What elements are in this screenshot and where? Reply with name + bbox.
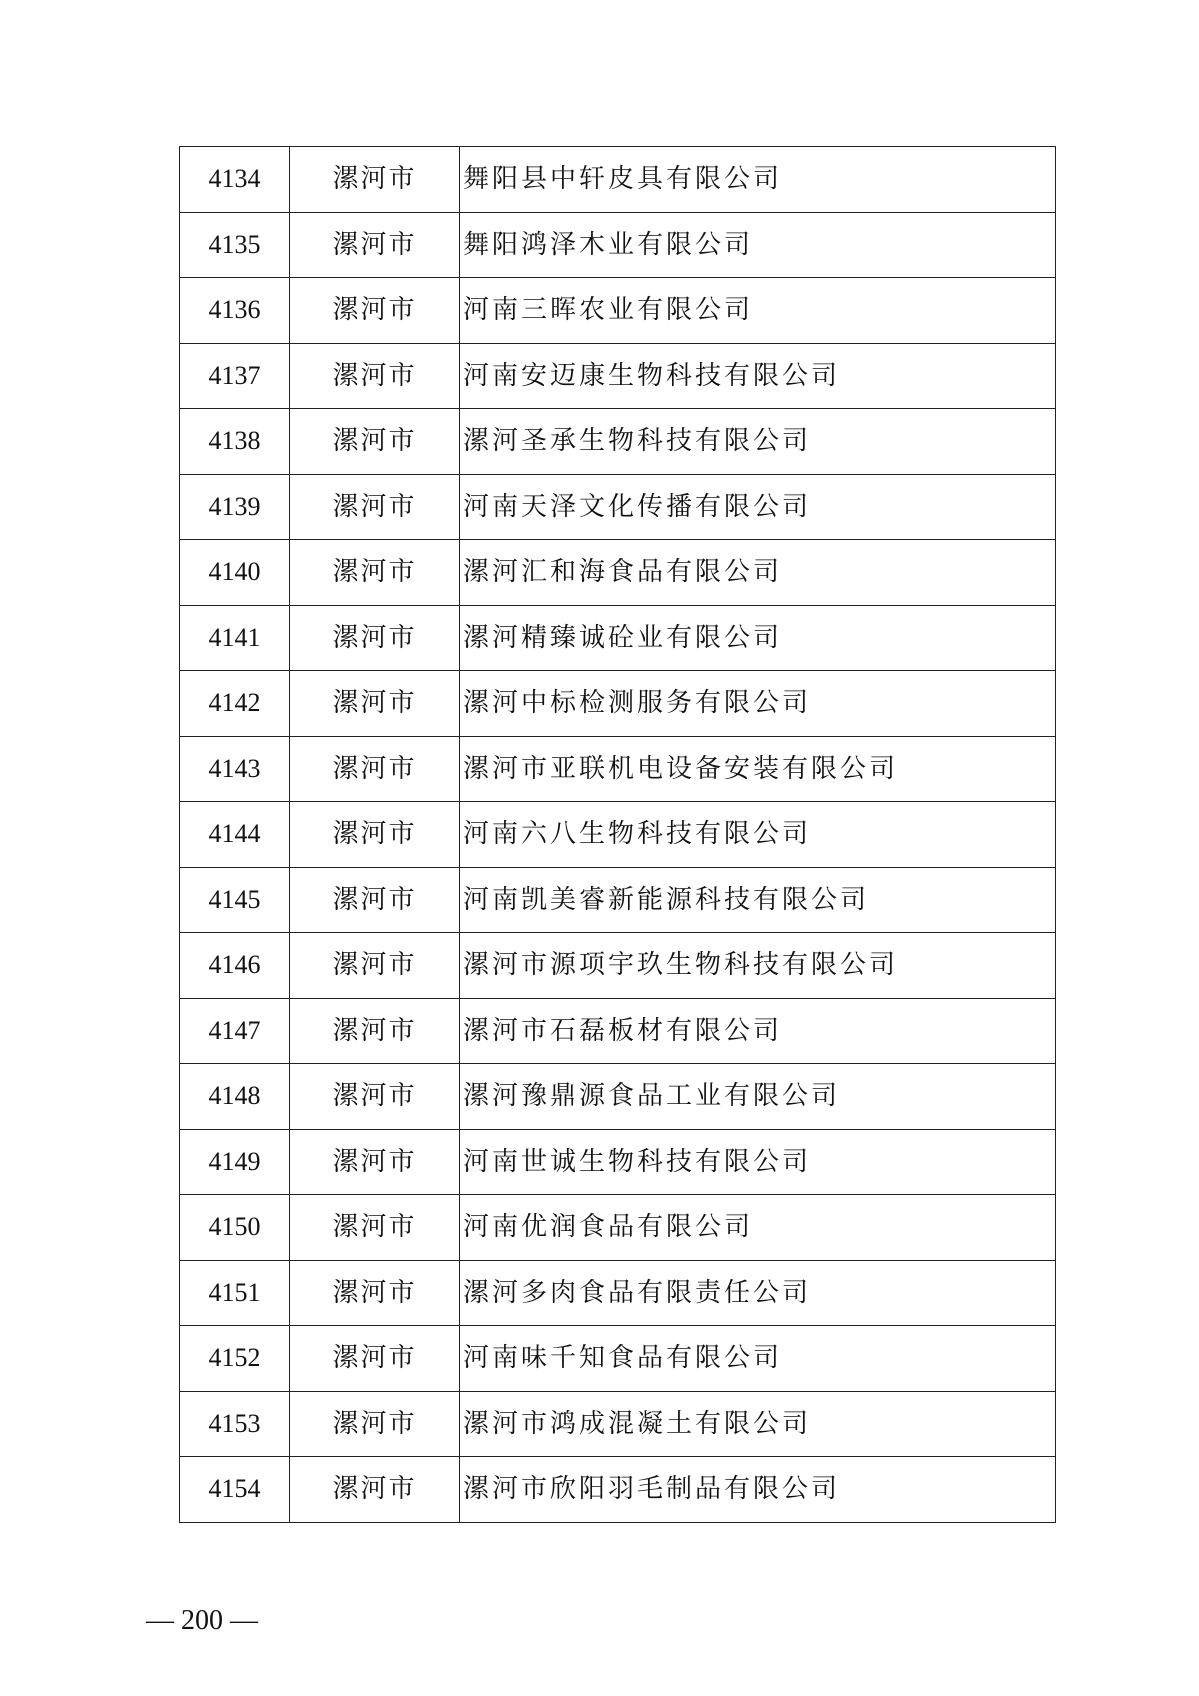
company-name-cell: 漯河汇和海食品有限公司	[460, 540, 1056, 606]
row-number-cell: 4154	[180, 1457, 290, 1523]
row-number-cell: 4141	[180, 605, 290, 671]
table-row	[180, 933, 1056, 999]
company-name-cell: 河南六八生物科技有限公司	[460, 802, 1056, 868]
table-row	[180, 1457, 1056, 1523]
city-cell: 漯河市	[290, 474, 460, 540]
city-cell: 漯河市	[290, 867, 460, 933]
table-row	[180, 1064, 1056, 1130]
city-cell: 漯河市	[290, 1260, 460, 1326]
city-cell: 漯河市	[290, 1064, 460, 1130]
table-body	[180, 147, 1056, 1523]
row-number-cell: 4148	[180, 1064, 290, 1130]
company-name-cell: 漯河精臻诚砼业有限公司	[460, 605, 1056, 671]
page-number: — 200 —	[146, 1605, 258, 1636]
table-row	[180, 736, 1056, 802]
table-row	[180, 802, 1056, 868]
table-row	[180, 671, 1056, 737]
city-cell: 漯河市	[290, 605, 460, 671]
table-row	[180, 605, 1056, 671]
table-row	[180, 1129, 1056, 1195]
company-name-cell: 河南凯美睿新能源科技有限公司	[460, 867, 1056, 933]
row-number-cell: 4139	[180, 474, 290, 540]
table-row	[180, 998, 1056, 1064]
table-row	[180, 147, 1056, 213]
company-name-cell: 漯河多肉食品有限责任公司	[460, 1260, 1056, 1326]
company-name-cell: 舞阳鸿泽木业有限公司	[460, 212, 1056, 278]
row-number-cell: 4137	[180, 343, 290, 409]
city-cell: 漯河市	[290, 1326, 460, 1392]
table-row	[180, 1391, 1056, 1457]
row-number-cell: 4146	[180, 933, 290, 999]
table-row	[180, 474, 1056, 540]
company-name-cell: 河南安迈康生物科技有限公司	[460, 343, 1056, 409]
row-number-cell: 4134	[180, 147, 290, 213]
city-cell: 漯河市	[290, 802, 460, 868]
table-row	[180, 343, 1056, 409]
city-cell: 漯河市	[290, 409, 460, 475]
table-row	[180, 1195, 1056, 1261]
company-name-cell: 漯河市源项宇玖生物科技有限公司	[460, 933, 1056, 999]
city-cell: 漯河市	[290, 671, 460, 737]
city-cell: 漯河市	[290, 1129, 460, 1195]
company-name-cell: 河南天泽文化传播有限公司	[460, 474, 1056, 540]
company-name-cell: 河南三晖农业有限公司	[460, 278, 1056, 344]
row-number-cell: 4143	[180, 736, 290, 802]
row-number-cell: 4138	[180, 409, 290, 475]
table-row	[180, 867, 1056, 933]
city-cell: 漯河市	[290, 1457, 460, 1523]
company-name-cell: 河南优润食品有限公司	[460, 1195, 1056, 1261]
company-name-cell: 漯河市鸿成混凝土有限公司	[460, 1391, 1056, 1457]
table-row	[180, 278, 1056, 344]
table-row	[180, 212, 1056, 278]
row-number-cell: 4149	[180, 1129, 290, 1195]
city-cell: 漯河市	[290, 933, 460, 999]
city-cell: 漯河市	[290, 147, 460, 213]
city-cell: 漯河市	[290, 212, 460, 278]
company-name-cell: 漯河中标检测服务有限公司	[460, 671, 1056, 737]
row-number-cell: 4151	[180, 1260, 290, 1326]
table-row	[180, 540, 1056, 606]
company-list-table	[179, 146, 1056, 1523]
row-number-cell: 4152	[180, 1326, 290, 1392]
row-number-cell: 4145	[180, 867, 290, 933]
row-number-cell: 4135	[180, 212, 290, 278]
row-number-cell: 4144	[180, 802, 290, 868]
company-name-cell: 河南味千知食品有限公司	[460, 1326, 1056, 1392]
row-number-cell: 4147	[180, 998, 290, 1064]
row-number-cell: 4140	[180, 540, 290, 606]
table-row	[180, 1326, 1056, 1392]
city-cell: 漯河市	[290, 998, 460, 1064]
table-row	[180, 409, 1056, 475]
row-number-cell: 4153	[180, 1391, 290, 1457]
city-cell: 漯河市	[290, 736, 460, 802]
company-name-cell: 河南世诚生物科技有限公司	[460, 1129, 1056, 1195]
company-name-cell: 漯河豫鼎源食品工业有限公司	[460, 1064, 1056, 1130]
company-name-cell: 漯河市欣阳羽毛制品有限公司	[460, 1457, 1056, 1523]
city-cell: 漯河市	[290, 278, 460, 344]
row-number-cell: 4136	[180, 278, 290, 344]
company-name-cell: 舞阳县中轩皮具有限公司	[460, 147, 1056, 213]
company-name-cell: 漯河市石磊板材有限公司	[460, 998, 1056, 1064]
table-row	[180, 1260, 1056, 1326]
company-name-cell: 漯河市亚联机电设备安装有限公司	[460, 736, 1056, 802]
city-cell: 漯河市	[290, 540, 460, 606]
city-cell: 漯河市	[290, 1195, 460, 1261]
row-number-cell: 4150	[180, 1195, 290, 1261]
company-name-cell: 漯河圣承生物科技有限公司	[460, 409, 1056, 475]
city-cell: 漯河市	[290, 1391, 460, 1457]
row-number-cell: 4142	[180, 671, 290, 737]
city-cell: 漯河市	[290, 343, 460, 409]
